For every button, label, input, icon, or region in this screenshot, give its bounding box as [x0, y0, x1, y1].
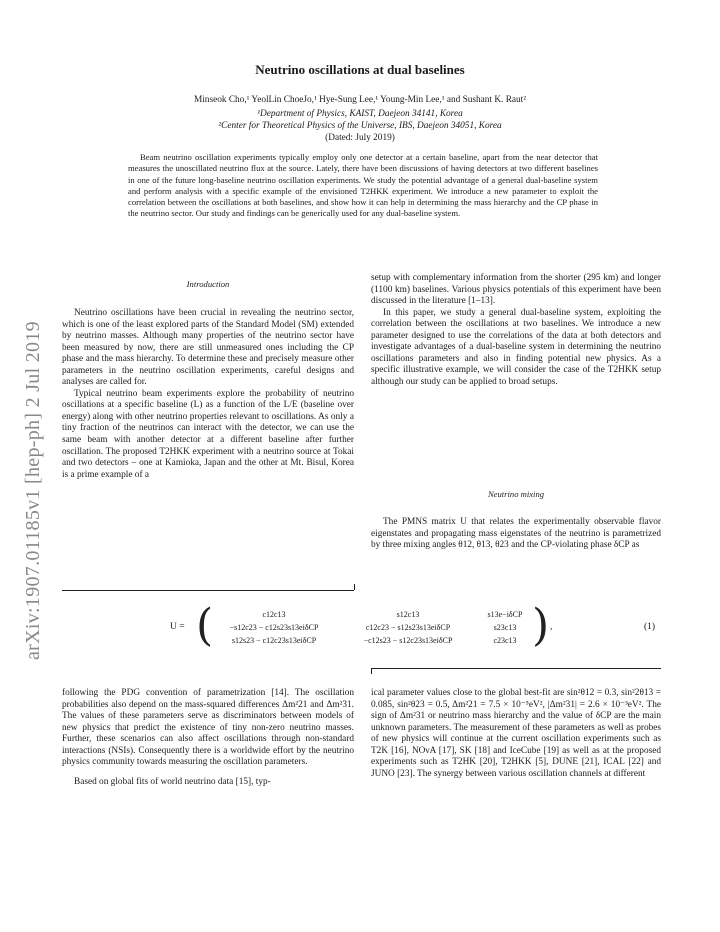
arxiv-identifier: arXiv:1907.01185v1 [hep-ph] 2 Jul 2019	[22, 321, 44, 660]
matrix-cell: s12s23 − c12c23s13eiδCP	[231, 636, 317, 645]
matrix-cell: s23c13	[493, 623, 517, 632]
left-column-lower	[62, 688, 354, 788]
paragraph: Based on global fits of world neutrino data [15], typ-	[74, 776, 271, 787]
paragraph: In this paper, we study a general dual-baseline system, exploiting the correlation between the oscillations at two baselines. We introduce a new parameter designed to use the correlations of the data at both detectors and investigate advantages of a dual-baseline system in determining the neutrino oscillations parameters and also in finding potential new physics. As a specific illustrative example, we will consider the case of the T2HKK setup although our study can be applied to broad setups.	[371, 307, 661, 387]
left-column-upper	[62, 308, 354, 481]
section-heading-neutrino-mixing: Neutrino mixing	[487, 489, 545, 499]
affiliation-2: ²Center for Theoretical Physics of the Universe, IBS, Daejeon 34051, Korea	[218, 121, 502, 131]
section-heading-introduction: Introduction	[186, 279, 230, 289]
column-end-rule	[62, 590, 354, 591]
left-paren: (	[196, 600, 214, 651]
paragraph: Typical neutrino beam experiments explore the probability of neutrino oscillations at a specific baseline (L) as a function of the L/E (baseline over energy) along with other neutrino properties relevant to oscillations. As only a tiny fraction of the neutrinos can interact with the detector, we can use the same beam with another detector at a different baseline after further oscillation. The proposed T2HKK experiment with a neutrino source at Tokai and two detectors – one at Kamioka, Japan and the other at Mt. Bisul, Korea is a prime example of a	[62, 388, 354, 480]
right-paren: )	[532, 600, 550, 651]
matrix-cell: −c12s23 − s12c23s13eiδCP	[363, 636, 453, 645]
author-list: Minseok Cho,¹ YeolLin ChoeJo,¹ Hye-Sung Lee,¹ Young-Min Lee,¹ and Sushant K. Raut²	[193, 95, 527, 105]
right-column-lower	[371, 688, 661, 780]
matrix-cell: c12c23 − s12s23s13eiδCP	[365, 623, 451, 632]
right-column-mixing	[371, 517, 661, 552]
matrix-cell: s13e−iδCP	[487, 610, 523, 619]
paragraph: ical parameter values close to the global best-fit are sin²θ12 = 0.3, sin²2θ13 = 0.085, sin²θ23 = 0.5, Δm²21 = 7.5 × 10⁻⁵eV², |Δm²31| = 2.6 × 10⁻³eV². The sign of Δm²31 or neutrino mass hierarchy and the value of δCP are the main unknown parameters. The measurement of these parameters as well as probes of new physics will continue at the current oscillation experiments such as T2K [16], NOνA [17], SK [18] and IceCube [19] as well as at the proposed experiments such as T2HK [20], T2HKK [5], DUNE [21], ICAL [22] and JUNO [23]. The synergy between various oscillation channels at different	[371, 688, 661, 779]
paper-title: Neutrino oscillations at dual baselines	[255, 62, 465, 77]
matrix-cell: s12c13	[396, 610, 420, 619]
column-end-tick	[354, 584, 355, 590]
paragraph: Neutrino oscillations have been crucial in revealing the neutrino sector, which is one of the least explored parts of the Standard Model (SM) extended by neutrino masses. Although many properties of the neutrino sector have been measured by now, there are still unmeasured ones including the CP phase and the mass hierarchy. To determine these and precisely measure other parameters in the neutrino oscillation experiments, careful designs and analyses are called for.	[62, 308, 354, 388]
matrix-cell: −s12c23 − c12s23s13eiδCP	[229, 623, 319, 632]
equation-1	[62, 600, 662, 656]
column-start-tick	[371, 668, 372, 674]
date-line: (Dated: July 2019)	[325, 133, 395, 143]
paragraph: The PMNS matrix U that relates the experimentally observable flavor eigenstates and propagating mass eigenstates of the neutrino is parametrized by three mixing angles θ12, θ13, θ23 and the CP-violating phase δCP as	[371, 517, 661, 551]
abstract: Beam neutrino oscillation experiments typically employ only one detector at a certain baseline, apart from the near detector that measures the unoscillated neutrino flux at the source. Lately, there have been discussions of having detectors at two different baselines in one of the future long-baseline neutrino oscillation experiments. We study the potential advantage of a general dual-baseline system and perform analysis with a specific example of the envisioned T2HKK experiment. We introduce a new parameter to exploit the correlation between the oscillations at both baselines, and show how it can help in determining the mass hierarchy and the CP phase in the neutrino sector. Our study and findings can be generically used for any dual-baseline system.	[128, 152, 598, 219]
matrix-cell: c23c13	[493, 636, 517, 645]
paragraph: setup with complementary information from the shorter (295 km) and longer (1100 km) baselines. Various physics potentials of this experiment have been discussed in the literature [1–13].	[371, 273, 661, 307]
equation-number: (1)	[644, 622, 656, 632]
column-start-rule	[371, 668, 661, 669]
equation-comma: ,	[550, 622, 553, 632]
matrix-cell: c12c13	[262, 610, 286, 619]
paragraph: following the PDG convention of parametrization [14]. The oscillation probabilities also depend on the mass-squared differences Δm²21 and Δm²31. The values of these parameters serve as discriminators between models of new physics that predict the existence of tiny non-zero neutrino masses. Further, these scenarios can also affect oscillations through non-standard interactions (NSIs). Consequently there is a worldwide effort by the neutrino physics community towards measuring the oscillation parameters.	[62, 688, 354, 768]
equation-lhs: U =	[170, 622, 185, 632]
affiliation-1: ¹Department of Physics, KAIST, Daejeon 34141, Korea	[257, 109, 463, 119]
right-column-upper	[371, 273, 661, 388]
